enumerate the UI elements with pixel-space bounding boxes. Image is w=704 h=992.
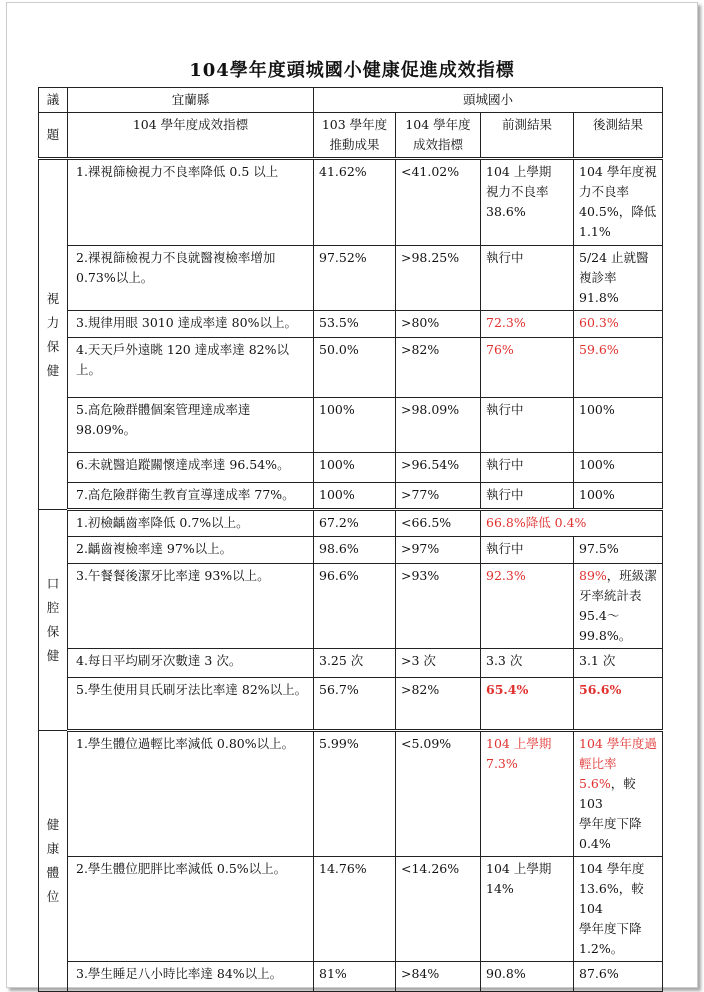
post-test-line: ，較 103 bbox=[579, 776, 636, 811]
target-104-cell: <5.09% bbox=[396, 731, 481, 857]
indicator-cell: 5.高危險群體個案管理達成率達 98.09%。 bbox=[68, 398, 314, 453]
table-row bbox=[39, 398, 663, 453]
table-row bbox=[39, 311, 663, 338]
pre-test-line: 104 上學期 bbox=[486, 164, 552, 179]
indicator-cell: 4.每日平均刷牙次數達 3 次。 bbox=[68, 649, 314, 678]
col-103-header bbox=[314, 113, 396, 159]
topic-char: 保 bbox=[46, 624, 60, 639]
topic-char: 健 bbox=[46, 817, 60, 832]
result-103-cell: 100% bbox=[314, 398, 396, 453]
topic-cell bbox=[39, 731, 68, 992]
topic-char: 康 bbox=[46, 841, 60, 856]
pre-test-line: 90.8% bbox=[486, 966, 526, 981]
result-103-cell: 98.6% bbox=[314, 537, 396, 564]
post-test-line: 1.1% bbox=[579, 224, 611, 239]
pre-test-cell bbox=[481, 453, 574, 483]
school-header: 頭城國小 bbox=[314, 88, 663, 113]
post-test-line: 99.8%。 bbox=[579, 628, 632, 643]
result-103-cell: 97.52% bbox=[314, 246, 396, 311]
indicator-cell: 6.未就醫追蹤關懷達成率達 96.54%。 bbox=[68, 453, 314, 483]
post-test-cell bbox=[574, 857, 663, 962]
indicator-cell: 1.初檢齲齒率降低 0.7%以上。 bbox=[68, 510, 314, 537]
pre-test-line: 92.3% bbox=[486, 568, 526, 583]
table-row bbox=[39, 962, 663, 992]
topic-char: 口 bbox=[46, 576, 60, 591]
target-104-cell: >80% bbox=[396, 311, 481, 338]
post-test-line: 學年度下降 bbox=[579, 921, 642, 936]
table-row bbox=[39, 338, 663, 398]
target-104-cell: >82% bbox=[396, 338, 481, 398]
topic-header-top: 議 bbox=[39, 88, 68, 113]
col-104-line2: 成效指標 bbox=[412, 137, 463, 152]
col-104-header bbox=[396, 113, 481, 159]
pre-test-line: 104 上學期 bbox=[486, 736, 552, 751]
topic-cell bbox=[39, 510, 68, 731]
pre-test-line: 3.3 次 bbox=[486, 653, 523, 668]
target-104-cell: >96.54% bbox=[396, 453, 481, 483]
pre-test-line: 76% bbox=[486, 342, 514, 357]
table-row bbox=[39, 649, 663, 678]
header-row-2 bbox=[39, 113, 663, 159]
result-103-cell: 56.7% bbox=[314, 678, 396, 731]
pre-test-line: 65.4% bbox=[486, 682, 529, 697]
post-test-line: 104 學年度 bbox=[579, 861, 645, 876]
topic-cell bbox=[39, 159, 68, 510]
pre-test-line: 7.3% bbox=[486, 756, 518, 771]
pre-test-cell bbox=[481, 159, 574, 246]
post-test-line: 複診率 91.8% bbox=[579, 270, 619, 305]
post-test-line: 100% bbox=[579, 487, 615, 502]
table-row bbox=[39, 246, 663, 311]
target-104-cell: <14.26% bbox=[396, 857, 481, 962]
post-test-cell bbox=[574, 338, 663, 398]
col-103-line2: 推動成果 bbox=[329, 137, 380, 152]
indicator-cell: 2.齲齒複檢率達 97%以上。 bbox=[68, 537, 314, 564]
pre-test-cell bbox=[481, 649, 574, 678]
post-test-cell bbox=[574, 962, 663, 992]
topic-char: 力 bbox=[46, 314, 60, 330]
target-104-cell: >98.09% bbox=[396, 398, 481, 453]
pre-test-cell bbox=[481, 857, 574, 962]
pre-test-line: 38.6% bbox=[486, 204, 526, 219]
post-test-line: 力不良率 bbox=[579, 184, 630, 199]
post-test-line: 60.3% bbox=[579, 315, 619, 330]
pre-test-cell bbox=[481, 564, 574, 649]
target-104-cell: >3 次 bbox=[396, 649, 481, 678]
post-test-line: ，班級潔 bbox=[606, 568, 657, 583]
post-test-line: 1.2%。 bbox=[579, 941, 624, 956]
target-104-cell: <41.02% bbox=[396, 159, 481, 246]
pre-post-merged-cell: 66.8%降低 0.4% bbox=[481, 510, 663, 537]
pre-test-line: 執行中 bbox=[486, 402, 524, 417]
col-103-line1: 103 學年度 bbox=[321, 117, 388, 132]
pre-test-cell bbox=[481, 962, 574, 992]
target-104-cell: >77% bbox=[396, 483, 481, 510]
post-test-highlight: 89% bbox=[579, 568, 607, 583]
target-104-cell: >84% bbox=[396, 962, 481, 992]
post-test-line: 5/24 止就醫 bbox=[579, 250, 649, 265]
header-row-1 bbox=[39, 88, 663, 113]
indicator-cell: 7.高危險群衛生教育宣導達成率 77%。 bbox=[68, 483, 314, 510]
post-test-line: 牙率統計表 bbox=[579, 588, 642, 603]
indicator-cell: 3.規律用眼 3010 達成率達 80%以上。 bbox=[68, 311, 314, 338]
topic-char: 視 bbox=[46, 290, 60, 306]
post-test-header: 後測結果 bbox=[574, 113, 663, 159]
indicator-cell: 3.學生睡足八小時比率達 84%以上。 bbox=[68, 962, 314, 992]
indicator-cell: 2.學生體位肥胖比率減低 0.5%以上。 bbox=[68, 857, 314, 962]
post-test-highlight-line: 104 學年度過 bbox=[579, 736, 657, 751]
post-test-line: 95.4～ bbox=[579, 608, 620, 623]
pre-test-cell bbox=[481, 246, 574, 311]
pre-test-header: 前測結果 bbox=[481, 113, 574, 159]
pre-test-line: 104 上學期 bbox=[486, 861, 552, 876]
indicator-table bbox=[38, 87, 663, 992]
post-test-line: 40.5%，降低 bbox=[579, 204, 657, 219]
result-103-cell: 41.62% bbox=[314, 159, 396, 246]
result-103-cell: 96.6% bbox=[314, 564, 396, 649]
indicator-cell: 4.天天戶外遠眺 120 達成率達 82%以上。 bbox=[68, 338, 314, 398]
post-test-cell bbox=[574, 564, 663, 649]
post-test-highlight-line: 輕比率 bbox=[579, 756, 617, 771]
pre-test-line: 72.3% bbox=[486, 315, 526, 330]
indicator-cell: 2.裸視篩檢視力不良就醫複檢率增加 0.73%以上。 bbox=[68, 246, 314, 311]
pre-test-cell bbox=[481, 731, 574, 857]
result-103-cell: 50.0% bbox=[314, 338, 396, 398]
post-test-line: 97.5% bbox=[579, 541, 619, 556]
post-test-line: 59.6% bbox=[579, 342, 619, 357]
post-test-line: 104 學年度視 bbox=[579, 164, 657, 179]
indicator-cell: 1.學生體位過輕比率減低 0.80%以上。 bbox=[68, 731, 314, 857]
post-test-cell bbox=[574, 649, 663, 678]
indicator-cell: 5.學生使用貝氏刷牙法比率達 82%以上。 bbox=[68, 678, 314, 731]
pre-test-cell bbox=[481, 398, 574, 453]
topic-char: 體 bbox=[46, 865, 60, 880]
table-row bbox=[39, 564, 663, 649]
pre-test-cell bbox=[481, 483, 574, 510]
county-header: 宜蘭縣 bbox=[68, 88, 314, 113]
pre-test-line: 視力不良率 bbox=[486, 184, 549, 199]
post-test-cell bbox=[574, 398, 663, 453]
target-104-cell: >98.25% bbox=[396, 246, 481, 311]
target-104-cell: >93% bbox=[396, 564, 481, 649]
pre-test-line: 執行中 bbox=[486, 250, 524, 265]
result-103-cell: 53.5% bbox=[314, 311, 396, 338]
post-test-line: 56.6% bbox=[579, 682, 622, 697]
post-test-cell bbox=[574, 159, 663, 246]
topic-char: 腔 bbox=[46, 600, 60, 615]
post-test-line: 0.4% bbox=[579, 836, 611, 851]
topic-header-bottom: 題 bbox=[39, 113, 68, 159]
post-test-cell bbox=[574, 678, 663, 731]
post-test-cell bbox=[574, 246, 663, 311]
pre-test-line: 執行中 bbox=[486, 487, 524, 502]
indicator-cell: 1.裸視篩檢視力不良率降低 0.5 以上 bbox=[68, 159, 314, 246]
post-test-cell bbox=[574, 311, 663, 338]
target-104-cell: >97% bbox=[396, 537, 481, 564]
topic-char: 位 bbox=[46, 889, 60, 904]
pre-test-cell bbox=[481, 678, 574, 731]
post-test-line: 100% bbox=[579, 402, 615, 417]
pre-test-line: 執行中 bbox=[486, 457, 524, 472]
post-test-cell bbox=[574, 537, 663, 564]
post-test-line: 13.6%，較 104 bbox=[579, 881, 644, 916]
post-test-line: 87.6% bbox=[579, 966, 619, 981]
table-row bbox=[39, 483, 663, 510]
target-104-cell: <66.5% bbox=[396, 510, 481, 537]
result-103-cell: 14.76% bbox=[314, 857, 396, 962]
table-body bbox=[39, 159, 663, 992]
indicator-cell: 3.午餐餐後潔牙比率達 93%以上。 bbox=[68, 564, 314, 649]
table-row bbox=[39, 678, 663, 731]
target-104-cell: >82% bbox=[396, 678, 481, 731]
result-103-cell: 5.99% bbox=[314, 731, 396, 857]
pre-test-cell bbox=[481, 311, 574, 338]
indicator-header: 104 學年度成效指標 bbox=[68, 113, 314, 159]
result-103-cell: 100% bbox=[314, 483, 396, 510]
page-title: 104學年度頭城國小健康促進成效指標 bbox=[189, 60, 515, 81]
post-test-cell bbox=[574, 483, 663, 510]
topic-char: 健 bbox=[46, 648, 60, 663]
post-test-cell bbox=[574, 731, 663, 857]
result-103-cell: 81% bbox=[314, 962, 396, 992]
post-test-highlight-line: 5.6% bbox=[579, 776, 611, 791]
table-row bbox=[39, 510, 663, 537]
table-row bbox=[39, 159, 663, 246]
result-103-cell: 3.25 次 bbox=[314, 649, 396, 678]
table-row bbox=[39, 453, 663, 483]
col-104-line1: 104 學年度 bbox=[405, 117, 471, 132]
pre-test-cell bbox=[481, 338, 574, 398]
post-test-line: 100% bbox=[579, 457, 615, 472]
pre-test-line: 14% bbox=[486, 881, 514, 896]
pre-test-line: 執行中 bbox=[486, 541, 524, 556]
topic-char: 保 bbox=[46, 338, 60, 354]
post-test-line: 學年度下降 bbox=[579, 816, 642, 831]
post-test-cell bbox=[574, 453, 663, 483]
post-test-line: 3.1 次 bbox=[579, 653, 616, 668]
table-row bbox=[39, 537, 663, 564]
topic-char: 健 bbox=[46, 362, 60, 378]
pre-test-cell bbox=[481, 537, 574, 564]
result-103-cell: 100% bbox=[314, 453, 396, 483]
table-row bbox=[39, 857, 663, 962]
table-row bbox=[39, 731, 663, 857]
result-103-cell: 67.2% bbox=[314, 510, 396, 537]
